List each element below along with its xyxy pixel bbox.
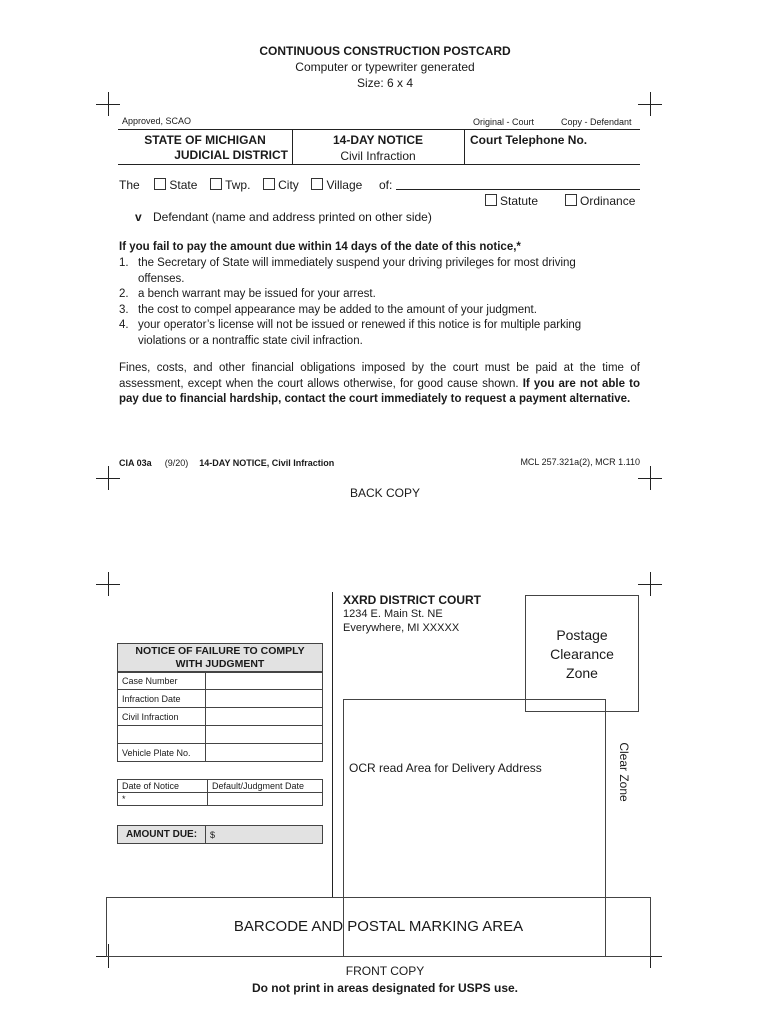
postage-line: Postage xyxy=(556,627,608,643)
front-divider xyxy=(332,592,333,897)
amount-due-table xyxy=(117,825,323,844)
clearance-line: Clearance xyxy=(550,646,614,662)
list-text-continued: violations or a nontraffic state civil infraction. xyxy=(138,334,363,347)
infraction-date-label: Infraction Date xyxy=(118,690,206,708)
date-of-notice-label: Date of Notice xyxy=(118,780,208,793)
vehicle-plate-label: Vehicle Plate No. xyxy=(118,744,206,762)
page-subtitle: Computer or typewriter generated xyxy=(295,60,475,74)
table-row xyxy=(118,826,323,844)
blank-label xyxy=(118,726,206,744)
dates-table xyxy=(117,779,323,806)
notice-heading: If you fail to pay the amount due within 14 days of the date of this notice,* xyxy=(119,241,521,253)
twp-checkbox[interactable] xyxy=(210,178,222,190)
failure-subtitle: WITH JUDGMENT xyxy=(175,658,265,670)
plaintiff-row xyxy=(119,178,392,192)
notice-subtitle: Civil Infraction xyxy=(340,149,416,163)
form-footer xyxy=(119,458,334,468)
list-number: 3. xyxy=(119,303,129,316)
city-checkbox[interactable] xyxy=(263,178,275,190)
of-label: of: xyxy=(378,178,393,192)
court-address-2: Everywhere, MI XXXXX xyxy=(343,622,460,634)
divider-notice-phone xyxy=(464,129,465,164)
state-of-michigan xyxy=(118,132,292,148)
list-number: 4. xyxy=(119,319,129,331)
statute-label: Statute xyxy=(500,194,539,208)
infraction-date-field[interactable] xyxy=(206,690,323,708)
barcode-area xyxy=(106,897,651,957)
zone-line: Zone xyxy=(566,665,598,681)
form-code: CIA 03a xyxy=(119,458,152,468)
court-address-1: 1234 E. Main St. NE xyxy=(343,608,443,620)
barcode-label: BARCODE AND POSTAL MARKING AREA xyxy=(233,918,524,935)
list-text-continued: offenses. xyxy=(138,272,185,285)
versus-label: v xyxy=(135,210,142,224)
form-date: (9/20) xyxy=(164,458,189,468)
front-copy-label: FRONT COPY xyxy=(345,964,425,978)
back-copy-label: BACK COPY xyxy=(349,486,421,500)
list-item xyxy=(119,318,644,349)
legal-citation: MCL 257.321a(2), MCR 1.110 xyxy=(520,457,640,467)
case-number-label: Case Number xyxy=(118,672,206,690)
list-item xyxy=(119,287,644,303)
default-judgment-date-field[interactable] xyxy=(208,793,323,806)
table-row xyxy=(118,726,323,744)
form-title: 14-DAY NOTICE, Civil Infraction xyxy=(199,458,335,468)
consequence-list xyxy=(119,256,644,349)
original-court-label: Original - Court xyxy=(473,117,535,127)
statute-checkbox[interactable] xyxy=(485,194,497,206)
usps-warning: Do not print in areas designated for USPS use. xyxy=(251,981,519,995)
notice-title: 14-DAY NOTICE xyxy=(332,133,424,147)
city-label: City xyxy=(278,178,299,192)
ordinance-option[interactable] xyxy=(565,194,635,208)
state-line: STATE OF MICHIGAN xyxy=(144,133,266,147)
ordinance-label: Ordinance xyxy=(580,194,636,208)
copy-defendant-label: Copy - Defendant xyxy=(561,117,632,127)
failure-title-box xyxy=(117,643,323,673)
case-number-field[interactable] xyxy=(206,672,323,690)
village-checkbox[interactable] xyxy=(311,178,323,190)
ordinance-checkbox[interactable] xyxy=(565,194,577,206)
table-row xyxy=(118,744,323,762)
blank-field[interactable] xyxy=(206,726,323,744)
clear-zone-label: Clear Zone xyxy=(617,742,631,802)
form-header-bottom-rule xyxy=(118,164,640,165)
civil-infraction-label: Civil Infraction xyxy=(118,708,206,726)
court-name: XXRD DISTRICT COURT xyxy=(343,593,481,607)
date-of-notice-field[interactable]: * xyxy=(118,793,208,806)
list-number: 1. xyxy=(119,257,129,269)
judicial-district: JUDICIAL DISTRICT xyxy=(174,148,288,162)
state-checkbox[interactable] xyxy=(154,178,166,190)
table-row xyxy=(118,780,323,793)
postage-clearance-zone xyxy=(525,595,639,712)
amount-due-field[interactable]: $ xyxy=(206,826,323,844)
table-row xyxy=(118,690,323,708)
form-top-rule xyxy=(118,129,640,130)
case-info-table xyxy=(117,671,323,762)
fines-text: Fines, costs, and other financial obligations imposed by the court must be paid at the time of assessment, except when the court allows otherwise, for good cause shown. xyxy=(119,362,640,390)
village-label: Village xyxy=(326,178,363,192)
page-title: CONTINUOUS CONSTRUCTION POSTCARD xyxy=(259,44,511,58)
card-size: Size: 6 x 4 xyxy=(356,76,414,90)
court-telephone-label: Court Telephone No. xyxy=(470,133,588,147)
state-label: State xyxy=(169,178,198,192)
table-row xyxy=(118,672,323,690)
list-text: your operator’s license will not be issued or renewed if this notice is for multiple parking xyxy=(138,319,582,331)
hardship-text: If you are not able to pay due to financial hardship, contact the court immediately to request a payment alternative. xyxy=(119,377,640,405)
list-text: the Secretary of State will immediately suspend your driving privileges for most driving xyxy=(138,257,576,269)
approved-label: Approved, SCAO xyxy=(122,116,192,126)
list-text: the cost to compel appearance may be added to the amount of your judgment. xyxy=(138,303,537,316)
twp-label: Twp. xyxy=(225,178,251,192)
fines-paragraph xyxy=(119,361,640,408)
statute-option[interactable] xyxy=(485,194,538,208)
municipality-line[interactable] xyxy=(396,189,640,190)
ocr-label: OCR read Area for Delivery Address xyxy=(349,761,542,775)
list-item xyxy=(119,256,644,287)
the-label: The xyxy=(119,178,140,192)
civil-infraction-field[interactable] xyxy=(206,708,323,726)
vehicle-plate-field[interactable] xyxy=(206,744,323,762)
defendant-label: Defendant (name and address printed on other side) xyxy=(153,210,432,224)
failure-title: NOTICE OF FAILURE TO COMPLY xyxy=(135,645,305,657)
list-text: a bench warrant may be issued for your arrest. xyxy=(138,288,376,300)
table-row xyxy=(118,708,323,726)
list-number: 2. xyxy=(119,288,129,300)
list-item xyxy=(119,303,644,319)
table-row xyxy=(118,793,323,806)
amount-due-label: AMOUNT DUE: xyxy=(118,826,206,844)
default-judgment-date-label: Default/Judgment Date xyxy=(208,780,323,793)
